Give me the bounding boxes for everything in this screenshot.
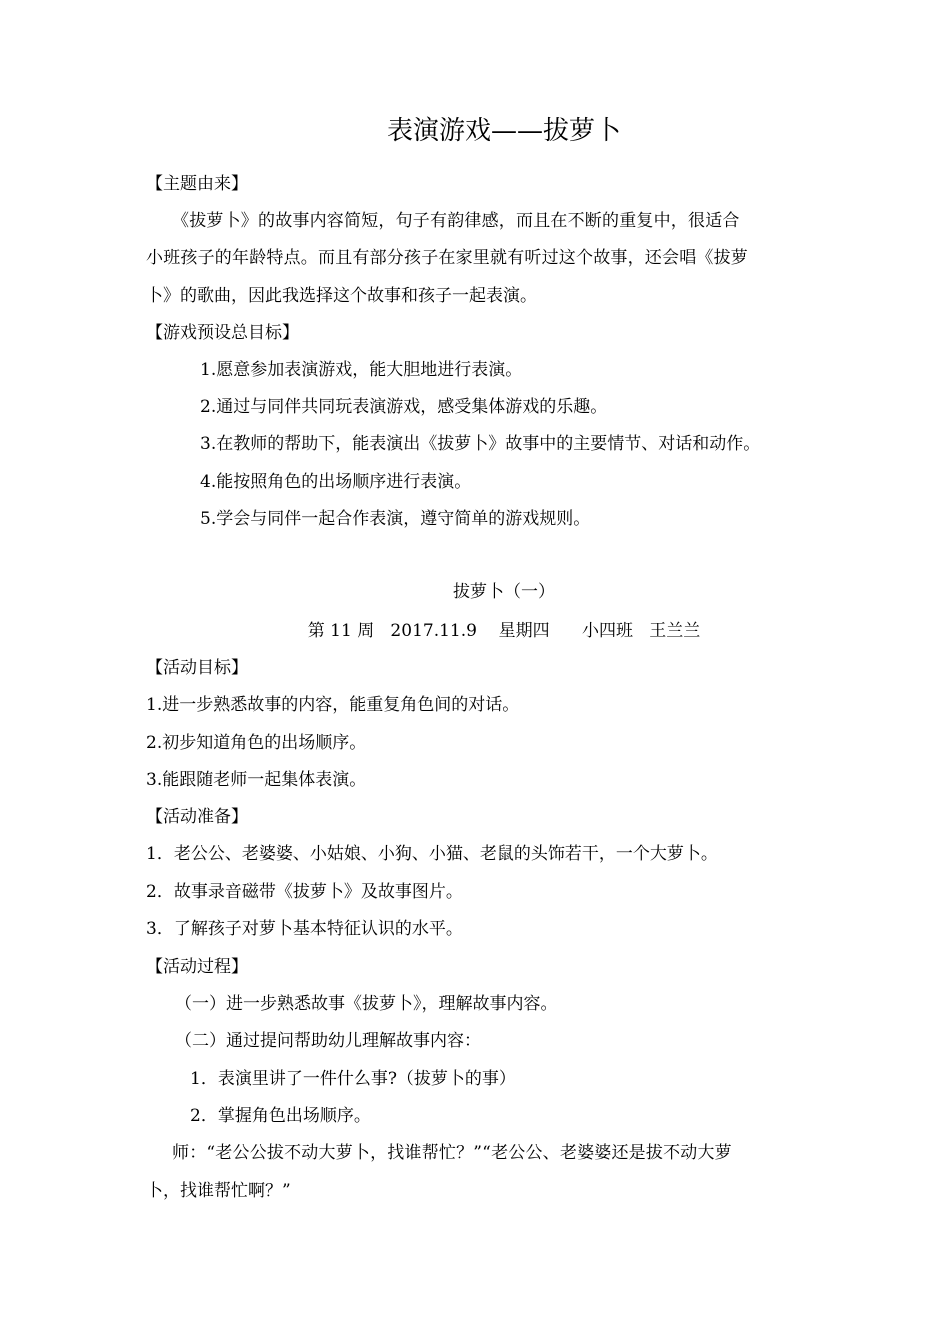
prep-item: 2．故事录音磁带《拔萝卜》及故事图片。 [146,882,463,902]
section-heading-prep: 【活动准备】 [146,807,248,827]
paragraph-line: 《拔萝卜》的故事内容简短，句子有韵律感，而且在不断的重复中，很适合 [172,211,740,231]
process-step: （二）通过提问帮助幼儿理解故事内容： [175,1031,481,1051]
goal-item: 1.愿意参加表演游戏，能大胆地进行表演。 [200,360,523,380]
section-heading-goals: 【游戏预设总目标】 [146,323,299,343]
dialogue-line: 卜，找谁帮忙啊？” [146,1181,291,1201]
paragraph-line: 小班孩子的年龄特点。而且有部分孩子在家里就有听过这个故事，还会唱《拔萝 [146,248,748,268]
objective-item: 1.进一步熟悉故事的内容，能重复角色间的对话。 [146,695,520,715]
prep-item: 3．了解孩子对萝卜基本特征认识的水平。 [146,919,463,939]
goal-item: 3.在教师的帮助下，能表演出《拔萝卜》故事中的主要情节、对话和动作。 [200,434,761,454]
section-heading-theme: 【主题由来】 [146,174,248,194]
dialogue-line: 师：“老公公拔不动大萝卜，找谁帮忙？”“老公公、老婆婆还是拔不动大萝 [172,1143,732,1163]
document-title: 表演游戏——拔萝卜 [386,116,621,146]
process-step: （一）进一步熟悉故事《拔萝卜》，理解故事内容。 [175,994,558,1014]
paragraph-line: 卜》的歌曲，因此我选择这个故事和孩子一起表演。 [146,286,537,306]
lesson-title: 拔萝卜（一） [453,582,555,602]
objective-item: 2.初步知道角色的出场顺序。 [146,733,367,753]
objective-item: 3.能跟随老师一起集体表演。 [146,770,367,790]
process-step: 1．表演里讲了一件什么事?（拔萝卜的事） [190,1069,516,1089]
section-heading-objectives: 【活动目标】 [146,658,248,678]
process-step: 2．掌握角色出场顺序。 [190,1106,371,1126]
goal-item: 2.通过与同伴共同玩表演游戏，感受集体游戏的乐趣。 [200,397,608,417]
goal-item: 5.学会与同伴一起合作表演，遵守简单的游戏规则。 [200,509,591,529]
section-heading-process: 【活动过程】 [146,957,248,977]
prep-item: 1．老公公、老婆婆、小姑娘、小狗、小猫、老鼠的头饰若干，一个大萝卜。 [146,844,718,864]
lesson-info: 第 11 周 2017.11.9 星期四 小四班 王兰兰 [307,621,701,641]
goal-item: 4.能按照角色的出场顺序进行表演。 [200,472,472,492]
